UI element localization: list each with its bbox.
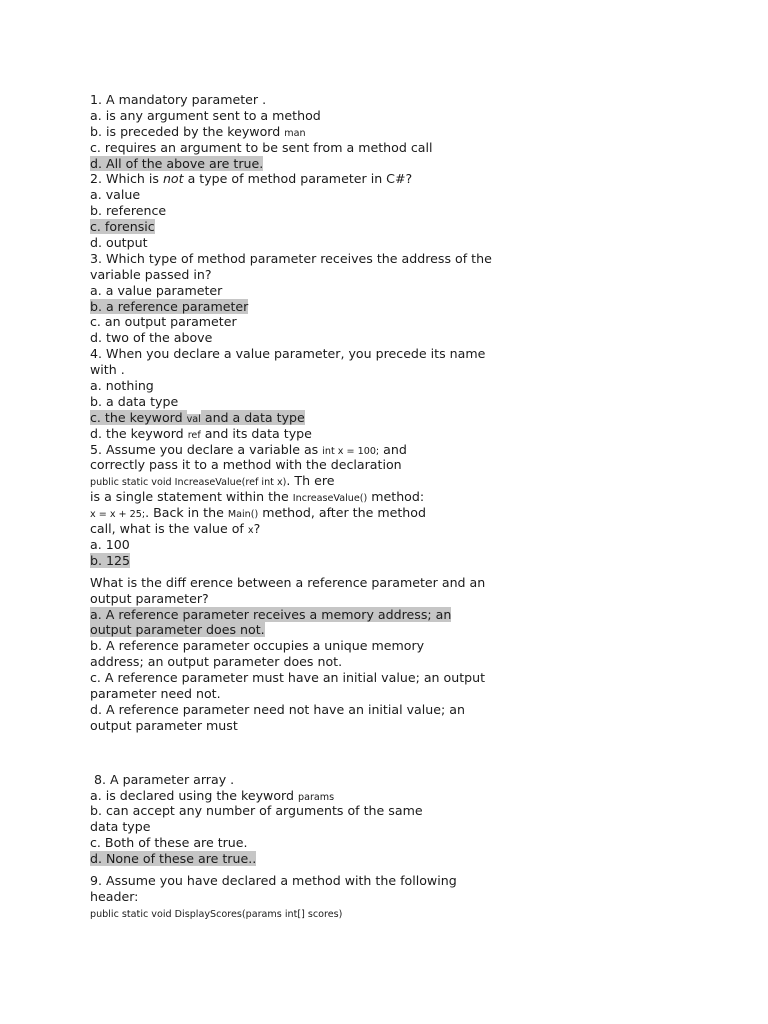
- text-run: call, what is the value of: [90, 521, 248, 537]
- text-run: address; an output parameter does not.: [90, 654, 343, 670]
- highlighted-answer: b. 125: [90, 552, 131, 568]
- text-line: [90, 654, 530, 670]
- text-run: . Th ere: [286, 473, 335, 489]
- text-line: [90, 187, 530, 203]
- text-run: d. the keyword: [90, 425, 188, 441]
- text-line: [90, 772, 530, 788]
- highlighted-answer: b. a reference parameter: [90, 298, 249, 314]
- text-line: [90, 346, 530, 362]
- text-run: a. 100: [90, 536, 130, 552]
- text-line: [90, 92, 530, 108]
- text-line: [90, 426, 530, 442]
- text-run: b. can accept any number of arguments of the same: [90, 803, 423, 819]
- text-line: [90, 314, 530, 330]
- text-line: [90, 283, 530, 299]
- text-line: [90, 889, 530, 905]
- text-line: [90, 124, 530, 140]
- text-line: [90, 638, 530, 654]
- text-run: header:: [90, 888, 139, 904]
- inline-code: ref: [187, 429, 201, 441]
- text-line: [90, 819, 530, 835]
- inline-code: public static void DisplayScores(params int[] scores): [90, 908, 343, 920]
- text-line: [90, 442, 530, 458]
- inline-code: int x = 100;: [322, 445, 380, 457]
- highlighted-answer: output parameter does not.: [90, 622, 265, 638]
- highlighted-answer: c. forensic: [90, 219, 155, 235]
- text-line: [90, 203, 530, 219]
- text-line: [90, 235, 530, 251]
- text-line: [90, 362, 530, 378]
- document-page: [90, 92, 530, 921]
- text-line: [90, 537, 530, 553]
- text-run: 5. Assume you declare a variable as: [90, 441, 323, 457]
- text-run: a. is declared using the keyword: [90, 787, 299, 803]
- text-run: 1. A mandatory parameter .: [90, 92, 267, 107]
- text-run: a. a value parameter: [90, 282, 223, 298]
- text-run: and: [379, 441, 407, 457]
- highlighted-answer: a. A reference parameter receives a memory address; an: [90, 606, 452, 622]
- text-line: [90, 553, 530, 569]
- text-line: [90, 607, 530, 623]
- text-run: d. A reference parameter need not have an initial value; an: [90, 701, 465, 717]
- text-run: data type: [90, 819, 151, 835]
- text-run: with .: [90, 362, 125, 378]
- text-run: is a single statement within the: [90, 489, 293, 505]
- inline-code: Main(): [227, 509, 259, 521]
- text-run: ?: [253, 521, 261, 537]
- text-run: output parameter?: [90, 590, 209, 606]
- text-run: output parameter must: [90, 717, 238, 733]
- text-run: variable passed in?: [90, 266, 212, 282]
- text-run: c. Both of these are true.: [90, 835, 248, 851]
- text-line: [90, 219, 530, 235]
- text-line: [90, 575, 530, 591]
- text-line: [90, 457, 530, 473]
- text-line: [90, 156, 530, 172]
- text-line: [90, 140, 530, 156]
- text-line: [90, 489, 530, 505]
- text-run: and its data type: [200, 425, 312, 441]
- text-run: 8. A parameter array .: [90, 771, 235, 787]
- text-line: [90, 835, 530, 851]
- text-run: . Back in the: [145, 505, 228, 521]
- text-line: [90, 330, 530, 346]
- text-run: method, after the method: [258, 505, 426, 521]
- text-run: What is the diff erence between a reference parameter and an: [90, 574, 486, 590]
- text-run: c. an output parameter: [90, 314, 237, 330]
- text-run: b. a data type: [90, 393, 179, 409]
- text-run: b. reference: [90, 203, 167, 219]
- inline-code: params: [298, 791, 335, 803]
- text-run: 4. When you declare a value parameter, you precede its name: [90, 346, 486, 362]
- text-run: 2. Which is: [90, 171, 163, 187]
- text-line: [90, 591, 530, 607]
- text-line: [90, 410, 530, 426]
- text-line: [90, 267, 530, 283]
- text-line: [90, 788, 530, 804]
- inline-code: man: [284, 127, 306, 139]
- text-run: c. requires an argument to be sent from a method call: [90, 139, 433, 155]
- text-line: [90, 108, 530, 124]
- text-line: [90, 873, 530, 889]
- text-line: [90, 394, 530, 410]
- text-line: [90, 171, 530, 187]
- text-line: [90, 686, 530, 702]
- inline-code: IncreaseValue(): [292, 493, 368, 505]
- highlighted-answer: c. the keyword: [90, 409, 187, 425]
- text-line: [90, 521, 530, 537]
- text-run: 3. Which type of method parameter receives the address of the: [90, 250, 492, 266]
- text-run: 9. Assume you have declared a method with the following: [90, 872, 457, 888]
- text-line: [90, 718, 530, 734]
- paragraph-spacer: [90, 734, 530, 772]
- text-line: [90, 622, 530, 638]
- text-run: a. is any argument sent to a method: [90, 107, 321, 123]
- highlighted-answer: d. None of these are true..: [90, 851, 257, 867]
- text-line: [90, 378, 530, 394]
- inline-code: public static void IncreaseValue(ref int x): [90, 477, 287, 489]
- text-run: method:: [367, 489, 425, 505]
- text-line: [90, 905, 530, 921]
- text-line: [90, 702, 530, 718]
- text-run: a type of method parameter in C#?: [183, 171, 413, 187]
- text-run: a. nothing: [90, 378, 154, 394]
- text-line: [90, 251, 530, 267]
- text-run: not: [162, 171, 184, 187]
- text-line: [90, 851, 530, 867]
- inline-code: x = x + 25;: [90, 509, 146, 521]
- text-line: [90, 803, 530, 819]
- text-run: d. output: [90, 235, 148, 251]
- text-run: parameter need not.: [90, 685, 221, 701]
- text-line: [90, 473, 530, 489]
- text-run: b. is preceded by the keyword: [90, 123, 285, 139]
- text-run: c. A reference parameter must have an initial value; an output: [90, 670, 486, 686]
- text-run: correctly pass it to a method with the declaration: [90, 457, 402, 473]
- text-line: [90, 505, 530, 521]
- highlighted-answer: d. All of the above are true.: [90, 155, 264, 171]
- inline-code: x: [247, 525, 254, 537]
- text-run: d. two of the above: [90, 330, 213, 346]
- text-line: [90, 299, 530, 315]
- highlighted-answer: and a data type: [200, 409, 305, 425]
- text-run: b. A reference parameter occupies a unique memory: [90, 638, 425, 654]
- text-run: a. value: [90, 187, 141, 203]
- text-line: [90, 670, 530, 686]
- inline-code: val: [186, 413, 201, 425]
